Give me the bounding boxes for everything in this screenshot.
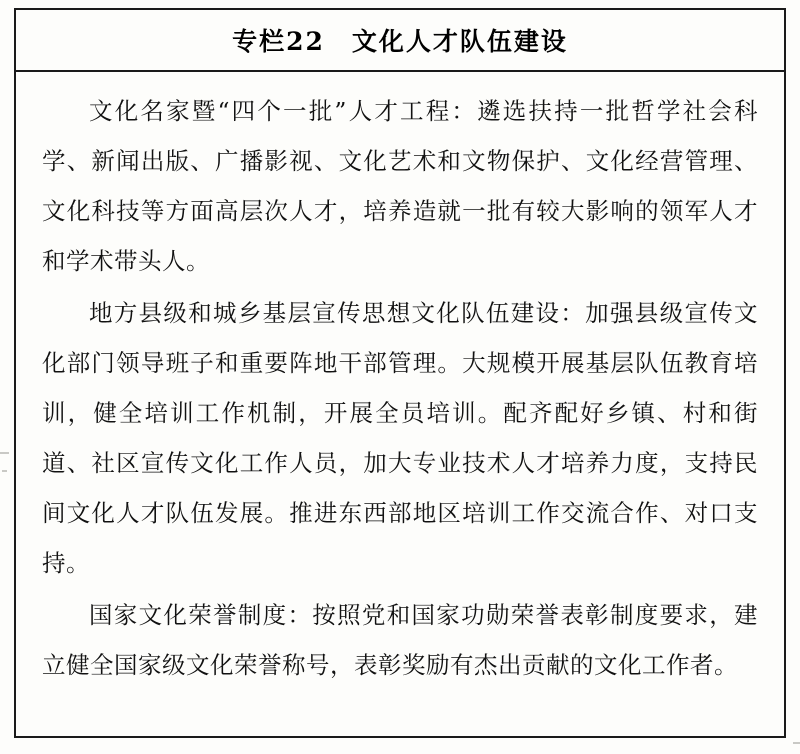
paragraph: 国家文化荣誉制度：按照党和国家功勋荣誉表彰制度要求，建立健全国家级文化荣誉称号，表彰奖励有杰出贡献的文化工作者。 [42, 601, 758, 679]
scan-artifact [793, 742, 800, 744]
scan-artifact [0, 452, 9, 454]
callout-box-header [16, 10, 784, 72]
paragraph: 地方县级和城乡基层宣传思想文化队伍建设：加强县级宣传文化部门领导班子和重要阵地干部管理。大规模开展基层队伍教育培训，健全培训工作机制，开展全员培训。配齐配好乡镇、村和街道、社区宣传文化工作人员，加大专业技术人才培养力度，支持民间文化人才队伍发展。推进东西部地区培训工作交流合作、对口支持。 [42, 299, 758, 577]
callout-box-body [16, 72, 784, 702]
scan-artifact [2, 470, 7, 472]
paragraph: 文化名家暨“四个一批”人才工程：遴选扶持一批哲学社会科学、新闻出版、广播影视、文化艺术和文物保护、文化经营管理、文化科技等方面高层次人才，培养造就一批有较大影响的领军人才和学术带头人。 [42, 97, 758, 275]
callout-box [14, 8, 786, 738]
callout-box-title: 专栏22 文化人才队伍建设 [232, 27, 568, 56]
